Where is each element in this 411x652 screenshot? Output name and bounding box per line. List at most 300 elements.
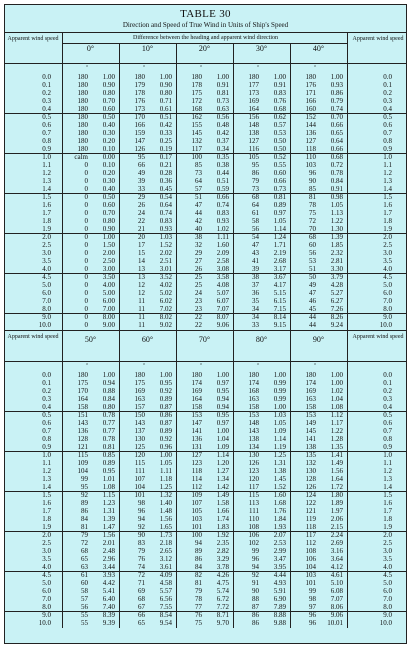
apparent-speed-value: 0.2 — [383, 89, 392, 97]
table-row — [5, 81, 406, 89]
true-speed-value: 1.09 — [216, 443, 229, 451]
table-row — [5, 435, 406, 443]
true-speed-value: 1.17 — [330, 419, 343, 427]
table-row — [5, 321, 406, 329]
true-speed-value: 1.93 — [273, 523, 286, 531]
true-speed-value: 1.05 — [159, 459, 172, 467]
table-row — [5, 387, 406, 395]
true-speed-value: 6.90 — [273, 595, 286, 603]
true-speed-value: 1.80 — [330, 491, 343, 499]
apparent-speed-value: 0.8 — [383, 137, 392, 145]
true-speed-value: 2.81 — [330, 257, 343, 265]
apparent-speed-value: 1.2 — [383, 169, 392, 177]
table-row — [5, 249, 406, 257]
true-speed-value: 0.51 — [159, 113, 172, 121]
true-direction-value: 86 — [252, 611, 259, 619]
true-speed-value: 0.70 — [102, 97, 115, 105]
true-direction-value: 138 — [305, 443, 316, 451]
true-speed-value: 7.26 — [330, 305, 343, 313]
true-direction-value: 160 — [305, 105, 316, 113]
true-speed-value: 2.99 — [273, 547, 286, 555]
table-row — [5, 619, 406, 627]
apparent-speed-value: 10.0 — [38, 321, 51, 329]
true-speed-value: 0.95 — [159, 379, 172, 387]
table-row — [5, 371, 406, 379]
angle-heading: 40° — [312, 44, 325, 53]
true-direction-value: 96 — [309, 611, 316, 619]
degree-unit: ° — [143, 364, 145, 369]
true-speed-value: 4.28 — [330, 281, 343, 289]
true-speed-value: 4.02 — [159, 281, 172, 289]
angle-heading: 20° — [198, 44, 211, 53]
table-row — [5, 459, 406, 467]
apparent-wind-speed-label: Apparent wind speed — [7, 36, 59, 42]
true-speed-value: 1.14 — [216, 451, 229, 459]
true-direction-value: 180 — [77, 129, 88, 137]
true-speed-value: 6.40 — [102, 595, 115, 603]
true-direction-value: 108 — [305, 547, 316, 555]
true-speed-value: 9.39 — [102, 619, 115, 627]
header-divider — [62, 43, 347, 44]
apparent-speed-value: 1.8 — [383, 515, 392, 523]
true-speed-value: 5.57 — [159, 587, 172, 595]
true-speed-value: 1.00 — [216, 73, 229, 81]
true-speed-value: 0.30 — [102, 177, 115, 185]
true-speed-value: 1.97 — [330, 507, 343, 515]
true-speed-value: 2.35 — [216, 539, 229, 547]
true-direction-value: 150 — [134, 411, 145, 419]
true-speed-value: 0.99 — [273, 387, 286, 395]
true-direction-value: 69 — [138, 587, 145, 595]
true-direction-value: 76 — [195, 611, 202, 619]
true-speed-value: 9.54 — [159, 619, 172, 627]
true-direction-value: 132 — [305, 459, 316, 467]
true-speed-value: 0.78 — [330, 169, 343, 177]
true-direction-value: 127 — [248, 137, 259, 145]
true-direction-value: 25 — [195, 273, 202, 281]
true-direction-value: 75 — [195, 619, 202, 627]
true-direction-value: 151 — [77, 411, 88, 419]
true-speed-value: 0.00 — [102, 153, 115, 161]
true-direction-value: 46 — [309, 297, 316, 305]
apparent-speed-value: 6.0 — [42, 289, 51, 297]
true-direction-value: 147 — [191, 419, 202, 427]
apparent-speed-value: 1.3 — [383, 177, 392, 185]
true-direction-value: 175 — [191, 89, 202, 97]
true-speed-value: 0.73 — [216, 97, 229, 105]
true-direction-value: 96 — [309, 169, 316, 177]
true-direction-value: 109 — [77, 459, 88, 467]
table-row — [5, 281, 406, 289]
true-speed-value: 4.58 — [159, 579, 172, 587]
true-direction-value: 57 — [195, 185, 202, 193]
degree-unit: ° — [86, 364, 88, 369]
apparent-speed-value: 0.0 — [383, 371, 392, 379]
table-row — [5, 451, 406, 459]
true-direction-value: 164 — [248, 105, 259, 113]
apparent-speed-value: 3.5 — [383, 555, 392, 563]
true-speed-value: 0.60 — [273, 169, 286, 177]
true-speed-value: 6.72 — [216, 595, 229, 603]
apparent-wind-speed-label: Apparent wind speed — [352, 334, 404, 340]
true-speed-value: 1.40 — [159, 499, 172, 507]
apparent-speed-value: 0.1 — [383, 81, 392, 89]
true-speed-value: 3.64 — [330, 555, 343, 563]
true-direction-value: 68 — [81, 547, 88, 555]
true-speed-value: 3.50 — [102, 273, 115, 281]
true-direction-value: 108 — [248, 523, 259, 531]
angle-heading: 10° — [141, 44, 154, 53]
true-direction-value: 99 — [81, 475, 88, 483]
true-speed-value: 1.00 — [330, 73, 343, 81]
table-row — [5, 121, 406, 129]
true-direction-value: 98 — [309, 595, 316, 603]
table-row — [5, 427, 406, 435]
true-direction-value: 101 — [134, 491, 145, 499]
apparent-speed-value: 3.0 — [383, 547, 392, 555]
apparent-speed-value: 5.0 — [383, 281, 392, 289]
apparent-speed-value: 0.5 — [383, 113, 392, 121]
true-speed-value: 6.08 — [330, 587, 343, 595]
apparent-speed-value: 3.0 — [383, 249, 392, 257]
true-direction-value: 11 — [138, 313, 145, 321]
true-direction-value: 38 — [195, 233, 202, 241]
true-speed-value: 1.30 — [330, 225, 343, 233]
true-speed-value: 0.50 — [273, 145, 286, 153]
apparent-wind-speed-label: Apparent wind speed — [352, 36, 404, 42]
true-speed-value: 1.00 — [216, 371, 229, 379]
true-speed-value: 8.39 — [102, 611, 115, 619]
apparent-speed-value: 1.8 — [42, 217, 51, 225]
true-direction-value: 107 — [191, 499, 202, 507]
true-direction-value: 24 — [195, 289, 202, 297]
apparent-speed-value: 1.6 — [42, 499, 51, 507]
true-direction-value: 180 — [77, 113, 88, 121]
true-direction-value: 126 — [305, 483, 316, 491]
true-direction-value: 23 — [195, 297, 202, 305]
true-direction-value: 55 — [81, 619, 88, 627]
true-speed-value: 4.26 — [216, 571, 229, 579]
true-direction-value: 136 — [305, 129, 316, 137]
apparent-speed-value: 1.1 — [383, 459, 392, 467]
apparent-speed-value: 2.5 — [42, 241, 51, 249]
true-speed-value: 0.93 — [159, 225, 172, 233]
true-speed-value: 1.00 — [159, 371, 172, 379]
true-speed-value: 0.88 — [102, 387, 115, 395]
true-direction-value: 87 — [252, 603, 259, 611]
true-speed-value: 0.50 — [102, 113, 115, 121]
true-direction-value: 60 — [81, 579, 88, 587]
true-direction-value: 174 — [191, 379, 202, 387]
true-direction-value: 178 — [191, 81, 202, 89]
true-direction-value: 32 — [195, 241, 202, 249]
true-direction-value: 0 — [84, 217, 88, 225]
true-speed-value: 1.00 — [102, 371, 115, 379]
apparent-speed-value: 6.0 — [42, 587, 51, 595]
degree-unit: ° — [257, 364, 259, 369]
true-direction-value: 51 — [309, 265, 316, 273]
true-direction-value: 44 — [195, 209, 202, 217]
true-direction-value: 79 — [138, 547, 145, 555]
true-speed-value: 1.52 — [273, 483, 286, 491]
apparent-speed-value: 1.5 — [383, 193, 392, 201]
angle-heading: 60° — [141, 335, 154, 344]
true-direction-value: 58 — [81, 587, 88, 595]
true-direction-value: 155 — [191, 121, 202, 129]
true-direction-value: 180 — [191, 73, 202, 81]
true-speed-value: 1.13 — [330, 209, 343, 217]
table-row — [5, 241, 406, 249]
true-speed-value: 0.28 — [159, 169, 172, 177]
table-row — [5, 563, 406, 571]
true-speed-value: 10.01 — [327, 619, 343, 627]
true-speed-value: 0.79 — [330, 97, 343, 105]
true-speed-value: 1.05 — [273, 419, 286, 427]
true-speed-value: 0.86 — [159, 411, 172, 419]
apparent-speed-value: 8.0 — [42, 305, 51, 313]
true-direction-value: 84 — [81, 515, 88, 523]
true-direction-value: 180 — [305, 73, 316, 81]
true-speed-value: 1.31 — [273, 459, 286, 467]
true-speed-value: 0.84 — [102, 395, 115, 403]
true-direction-value: 72 — [138, 571, 145, 579]
apparent-speed-value: 4.5 — [42, 273, 51, 281]
apparent-speed-value: 1.5 — [42, 491, 51, 499]
true-direction-value: 0 — [84, 305, 88, 313]
true-speed-value: 1.41 — [330, 451, 343, 459]
apparent-speed-value: 1.4 — [383, 185, 392, 193]
true-speed-value: 1.14 — [273, 225, 286, 233]
true-speed-value: 4.42 — [102, 579, 115, 587]
true-speed-value: 7.02 — [159, 305, 172, 313]
apparent-speed-value: 0.6 — [42, 121, 51, 129]
true-speed-value: 0.90 — [102, 81, 115, 89]
apparent-speed-value: 1.6 — [383, 499, 392, 507]
true-direction-value: 72 — [81, 539, 88, 547]
true-direction-value: 73 — [195, 169, 202, 177]
degree-unit: ° — [314, 364, 316, 369]
column-divider — [119, 331, 120, 361]
table-panel — [5, 33, 406, 331]
true-speed-value: 4.09 — [159, 571, 172, 579]
true-speed-value: 1.56 — [159, 515, 172, 523]
true-direction-value: 132 — [191, 137, 202, 145]
true-direction-value: 68 — [138, 595, 145, 603]
true-direction-value: 120 — [134, 451, 145, 459]
true-speed-value: 0.80 — [159, 89, 172, 97]
true-direction-value: 114 — [191, 475, 202, 483]
apparent-speed-value: 3.5 — [42, 555, 51, 563]
table-row — [5, 169, 406, 177]
true-speed-value: 1.22 — [330, 427, 343, 435]
true-speed-value: 3.30 — [330, 265, 343, 273]
true-direction-value: 170 — [134, 113, 145, 121]
true-speed-value: 1.03 — [159, 233, 172, 241]
true-speed-value: 1.04 — [216, 435, 229, 443]
true-speed-value: 1.27 — [216, 467, 229, 475]
true-speed-value: 0.87 — [159, 403, 172, 411]
table-row — [5, 257, 406, 265]
apparent-speed-value: 7.0 — [42, 595, 51, 603]
true-speed-value: 0.35 — [216, 153, 229, 161]
true-speed-value: 1.19 — [273, 443, 286, 451]
true-speed-value: 4.75 — [216, 579, 229, 587]
apparent-speed-value: 0.4 — [383, 403, 392, 411]
true-direction-value: 94 — [252, 563, 259, 571]
apparent-speed-value: 2.5 — [383, 539, 392, 547]
true-direction-value: 89 — [81, 499, 88, 507]
true-speed-value: 0.60 — [102, 105, 115, 113]
true-direction-value: 15 — [138, 249, 145, 257]
true-speed-value: 1.25 — [159, 483, 172, 491]
true-speed-value: 1.20 — [216, 459, 229, 467]
table-row — [5, 89, 406, 97]
panel-header — [5, 331, 406, 362]
true-speed-value: 0.59 — [216, 185, 229, 193]
true-speed-value: 0.90 — [102, 225, 115, 233]
true-speed-value: 7.40 — [102, 603, 115, 611]
true-direction-value: 36 — [252, 289, 259, 297]
true-direction-value: 38 — [252, 273, 259, 281]
true-speed-value: 3.29 — [216, 555, 229, 563]
true-direction-value: 180 — [77, 121, 88, 129]
apparent-speed-value: 1.2 — [42, 169, 51, 177]
true-speed-value: 0.38 — [216, 161, 229, 169]
true-speed-value: 3.78 — [216, 563, 229, 571]
apparent-speed-value: 4.0 — [383, 265, 392, 273]
true-speed-value: 4.93 — [273, 579, 286, 587]
true-speed-value: 1.60 — [273, 491, 286, 499]
apparent-speed-value: 1.7 — [383, 209, 392, 217]
true-speed-value: 9.88 — [273, 619, 286, 627]
apparent-speed-value: 0.9 — [42, 443, 51, 451]
true-speed-value: 1.00 — [159, 73, 172, 81]
true-speed-value: 8.14 — [273, 313, 286, 321]
true-direction-value: 49 — [138, 169, 145, 177]
true-speed-value: 0.61 — [159, 105, 172, 113]
column-divider — [176, 43, 177, 63]
apparent-speed-value: 0.5 — [42, 411, 51, 419]
column-divider — [233, 43, 234, 63]
true-direction-value: 115 — [248, 491, 259, 499]
true-direction-value: 23 — [195, 305, 202, 313]
true-direction-value: 39 — [138, 177, 145, 185]
true-speed-value: 0.80 — [102, 403, 115, 411]
true-direction-value: 11 — [138, 305, 145, 313]
degree-unit: ° — [257, 66, 259, 71]
true-speed-value: 0.53 — [273, 129, 286, 137]
true-direction-value: 119 — [305, 515, 316, 523]
true-direction-value: 118 — [305, 523, 316, 531]
apparent-speed-value: 0.0 — [42, 73, 51, 81]
true-speed-value: 1.03 — [273, 411, 286, 419]
true-direction-value: 156 — [248, 113, 259, 121]
true-speed-value: 9.06 — [216, 321, 229, 329]
true-speed-value: 0.25 — [159, 137, 172, 145]
true-speed-value: 1.76 — [273, 507, 286, 515]
true-direction-value: 0 — [84, 185, 88, 193]
apparent-speed-value: 1.9 — [42, 225, 51, 233]
apparent-speed-value: 1.1 — [42, 161, 51, 169]
true-direction-value: 22 — [195, 313, 202, 321]
true-speed-value: 0.54 — [159, 193, 172, 201]
table-row — [5, 443, 406, 451]
true-speed-value: 1.11 — [217, 233, 229, 241]
table-row — [5, 587, 406, 595]
degree-unit: ° — [200, 364, 202, 369]
apparent-speed-value: 7.0 — [42, 297, 51, 305]
true-direction-value: 174 — [305, 379, 316, 387]
true-speed-value: 0.70 — [330, 113, 343, 121]
true-speed-value: 0.20 — [102, 169, 115, 177]
angle-heading: 30° — [255, 44, 268, 53]
true-speed-value: 6.27 — [330, 297, 343, 305]
true-direction-value: 95 — [81, 483, 88, 491]
true-speed-value: 7.15 — [273, 305, 286, 313]
table-title: TABLE 30 — [180, 8, 231, 20]
apparent-speed-value: 10.0 — [379, 619, 392, 627]
true-direction-value: 66 — [138, 161, 145, 169]
true-direction-value: 143 — [248, 427, 259, 435]
apparent-speed-value: 3.5 — [42, 257, 51, 265]
true-direction-value: 145 — [191, 129, 202, 137]
apparent-speed-value: 0.0 — [42, 371, 51, 379]
true-direction-value: 68 — [252, 193, 259, 201]
column-divider — [233, 331, 234, 361]
apparent-speed-value: 3.0 — [42, 547, 51, 555]
table-row — [5, 475, 406, 483]
true-direction-value: 26 — [195, 265, 202, 273]
true-speed-value: 0.86 — [330, 89, 343, 97]
true-direction-value: 0 — [84, 241, 88, 249]
apparent-speed-value: 1.0 — [383, 451, 392, 459]
true-direction-value: 115 — [134, 459, 145, 467]
true-speed-value: 5.00 — [102, 289, 115, 297]
apparent-speed-value: 0.1 — [42, 81, 51, 89]
true-direction-value: 96 — [138, 507, 145, 515]
angle-heading: 50° — [84, 335, 97, 344]
true-direction-value: 77 — [195, 603, 202, 611]
apparent-speed-value: 1.8 — [42, 515, 51, 523]
true-direction-value: 92 — [252, 571, 259, 579]
true-direction-value: 42 — [195, 217, 202, 225]
true-speed-value: 1.02 — [330, 387, 343, 395]
table-row — [5, 411, 406, 419]
true-direction-value: 171 — [305, 89, 316, 97]
true-direction-value: 138 — [248, 435, 259, 443]
true-direction-value: 101 — [191, 523, 202, 531]
true-speed-value: 0.93 — [330, 81, 343, 89]
degree-unit: ° — [314, 66, 316, 71]
apparent-speed-value: 0.5 — [383, 411, 392, 419]
true-direction-value: 0 — [84, 225, 88, 233]
true-direction-value: 128 — [305, 475, 316, 483]
apparent-speed-value: 1.7 — [42, 507, 51, 515]
true-speed-value: 1.00 — [273, 403, 286, 411]
true-speed-value: 4.08 — [216, 281, 229, 289]
table-row — [5, 193, 406, 201]
true-direction-value: 127 — [305, 137, 316, 145]
true-direction-value: 123 — [191, 459, 202, 467]
true-speed-value: 0.83 — [159, 217, 172, 225]
table-row — [5, 611, 406, 619]
apparent-speed-value: 0.2 — [383, 387, 392, 395]
true-speed-value: 3.44 — [102, 563, 115, 571]
true-speed-value: 1.42 — [216, 483, 229, 491]
true-direction-value: 176 — [305, 81, 316, 89]
true-direction-value: 86 — [252, 619, 259, 627]
apparent-speed-value: 1.4 — [42, 483, 51, 491]
